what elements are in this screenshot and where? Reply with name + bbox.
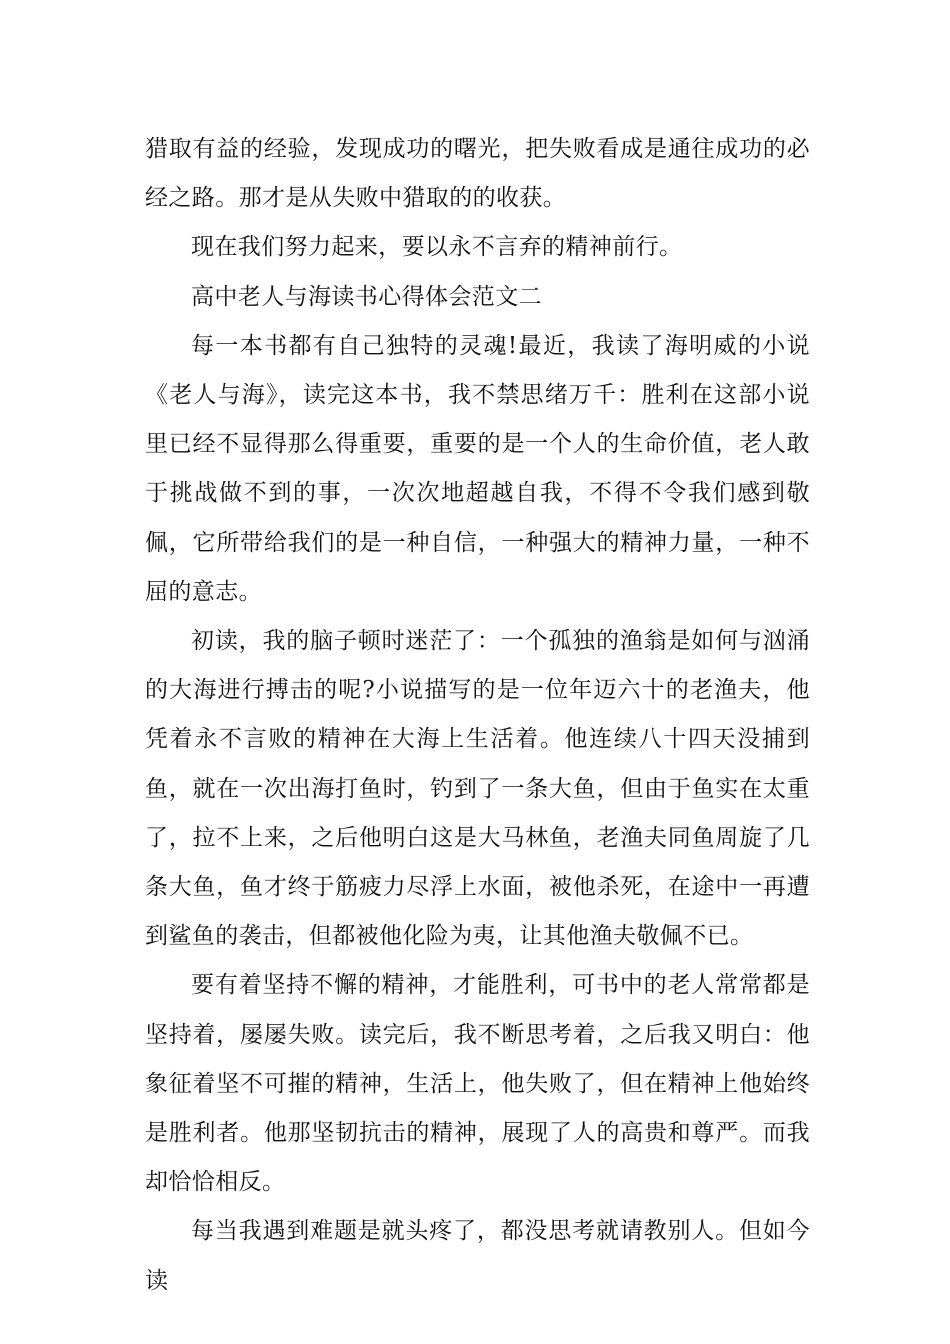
section-heading: 高中老人与海读书心得体会范文二	[191, 283, 542, 310]
paragraph-5: 要有着坚持不懈的精神，才能胜利，可书中的老人常常都是坚持着，屡屡失败。读完后，我不断思考着，之后我又明白：他象征着坚不可摧的精神，生活上，他失败了，但在精神上他始终是胜利者。他那坚韧抗击的精神，展现了人的高贵和尊严。而我却恰恰相反。	[145, 972, 810, 1196]
paragraph-3: 每一本书都有自己独特的灵魂!最近，我读了海明威的小说《老人与海》，读完这本书，我不禁思绪万千：胜利在这部小说里已经不显得那么得重要，重要的是一个人的生命价值，老人敢于挑战做不到的事，一次次地超越自我，不得不令我们感到敬佩，它所带给我们的是一种自信，一种强大的精神力量，一种不屈的意志。	[145, 332, 810, 605]
paragraph-2: 现在我们努力起来，要以永不言弃的精神前行。	[191, 234, 683, 261]
document-body	[145, 125, 810, 1306]
paragraph-6: 每当我遇到难题是就头疼了，都没思考就请教别人。但如今读	[145, 1218, 810, 1294]
paragraph-1: 猎取有益的经验，发现成功的曙光，把失败看成是通往成功的必经之路。那才是从失败中猎取的的收获。	[145, 136, 810, 212]
paragraph-4: 初读，我的脑子顿时迷茫了：一个孤独的渔翁是如何与汹涌的大海进行搏击的呢?小说描写的是一位年迈六十的老渔夫，他凭着永不言败的精神在大海上生活着。他连续八十四天没捕到鱼，就在一次出海打鱼时，钓到了一条大鱼，但由于鱼实在太重了，拉不上来，之后他明白这是大马林鱼，老渔夫同鱼周旋了几条大鱼，鱼才终于筋疲力尽浮上水面，被他杀死，在途中一再遭到鲨鱼的袭击，但都被他化险为夷，让其他渔夫敬佩不已。	[145, 628, 810, 950]
